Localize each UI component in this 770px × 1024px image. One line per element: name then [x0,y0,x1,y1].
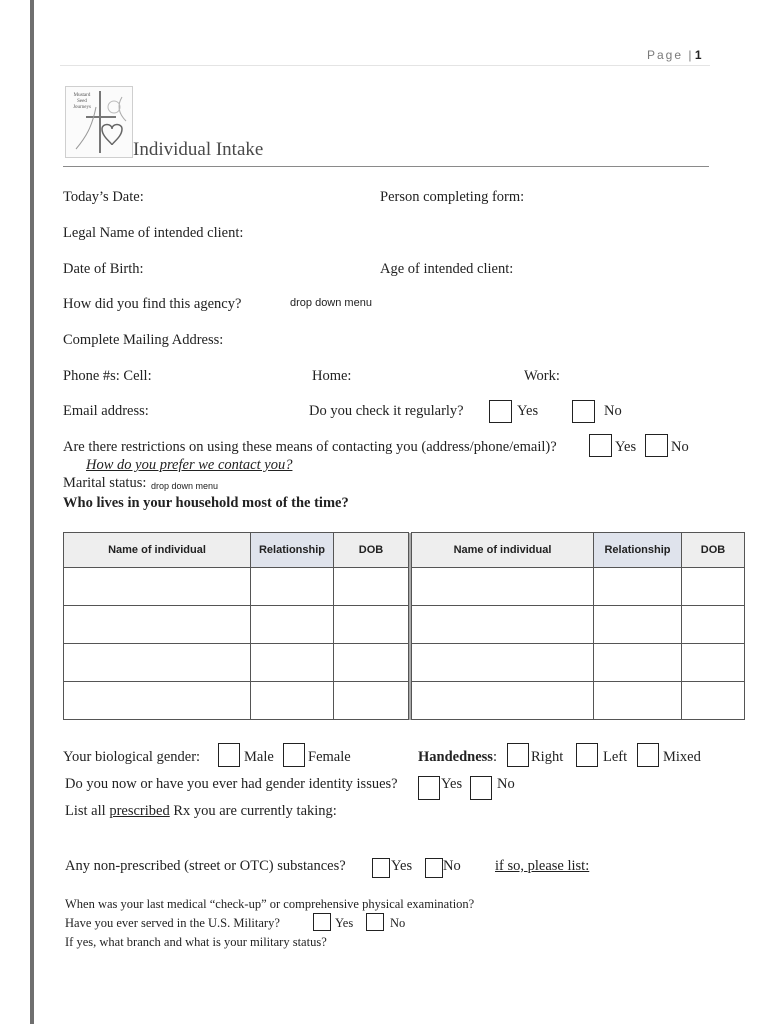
dob-cell[interactable] [334,682,409,720]
handedness-left-checkbox[interactable] [576,743,598,767]
table-row [64,568,745,606]
table-row [64,682,745,720]
marital-status-label: Marital status: [63,475,147,491]
marital-status-dropdown[interactable]: drop down menu [151,481,219,491]
page-header: Page | 1 [647,48,702,62]
relationship-cell[interactable] [594,606,682,644]
nonprescribed-yes-label: Yes [391,858,413,874]
col-header-relationship-1: Relationship [251,533,334,568]
mailing-address-label: Complete Mailing Address: [63,332,224,348]
check-regularly-no-label: No [604,403,622,419]
relationship-cell[interactable] [251,568,334,606]
phone-work-label: Work: [524,368,560,384]
name-cell[interactable] [64,644,251,682]
military-yes-label: Yes [335,916,354,930]
col-header-name-2: Name of individual [412,533,594,568]
page-number: 1 [694,48,702,62]
gender-identity-label: Do you now or have you ever had gender identity issues? [65,776,398,792]
form-title: Individual Intake [133,139,264,160]
col-header-name-1: Name of individual [64,533,251,568]
relationship-cell[interactable] [594,644,682,682]
prescribed-rx-label: List all prescribed Rx you are currently taking: [65,803,337,819]
prefer-contact-label: How do you prefer we contact you? [86,457,293,473]
household-table [63,532,745,720]
page-left-border [30,0,34,1024]
person-completing-label: Person completing form: [380,189,525,205]
logo-text: Mustard Seed Journeys [73,93,91,110]
dob-cell[interactable] [682,568,745,606]
handedness-left-label: Left [603,749,628,765]
dob-cell[interactable] [334,644,409,682]
dob-cell[interactable] [682,682,745,720]
military-yes-checkbox[interactable] [313,913,331,931]
organization-logo [65,86,133,158]
handedness-mixed-label: Mixed [663,749,701,765]
restrictions-label: Are there restrictions on using these means of contacting you (address/phone/email)? [63,439,557,455]
relationship-cell[interactable] [251,644,334,682]
check-regularly-no-checkbox[interactable] [572,400,595,423]
relationship-cell[interactable] [251,682,334,720]
dob-cell[interactable] [682,606,745,644]
dob-cell[interactable] [334,568,409,606]
handedness-right-label: Right [531,749,564,765]
gender-identity-no-label: No [497,776,515,792]
nonprescribed-no-label: No [443,858,461,874]
dob-label: Date of Birth: [63,261,144,277]
gender-male-label: Male [244,749,274,765]
phone-cell-label: Phone #s: Cell: [63,368,152,384]
restrictions-no-label: No [671,439,689,455]
legal-name-label: Legal Name of intended client: [63,225,244,241]
relationship-cell[interactable] [594,682,682,720]
col-header-relationship-2: Relationship [594,533,682,568]
dob-cell[interactable] [334,606,409,644]
bio-gender-label: Your biological gender: [63,749,201,765]
restrictions-no-checkbox[interactable] [645,434,668,457]
if-so-list-label: if so, please list: [495,858,590,874]
logo-cross-heart-icon [66,87,132,157]
phone-home-label: Home: [312,368,352,384]
find-agency-dropdown[interactable]: drop down menu [290,297,372,309]
name-cell[interactable] [64,568,251,606]
gender-male-checkbox[interactable] [218,743,240,767]
header-rule [60,65,710,66]
check-regularly-label: Do you check it regularly? [309,403,464,419]
name-cell[interactable] [412,644,594,682]
todays-date-label: Today’s Date: [63,189,144,205]
nonprescribed-label: Any non-prescribed (street or OTC) substances? [65,858,346,874]
checkup-label: When was your last medical “check-up” or comprehensive physical examination? [65,897,475,911]
page-label: Page [647,48,684,62]
nonprescribed-no-checkbox[interactable] [425,858,443,878]
military-no-label: No [390,916,406,930]
name-cell[interactable] [412,606,594,644]
title-rule [63,166,709,167]
name-cell[interactable] [412,568,594,606]
relationship-cell[interactable] [251,606,334,644]
relationship-cell[interactable] [594,568,682,606]
check-regularly-yes-checkbox[interactable] [489,400,512,423]
table-row [64,606,745,644]
military-branch-label: If yes, what branch and what is your military status? [65,935,327,949]
gender-female-checkbox[interactable] [283,743,305,767]
col-header-dob-1: DOB [334,533,409,568]
handedness-label: Handedness: [418,749,497,765]
find-agency-label: How did you find this agency? [63,296,242,312]
restrictions-yes-checkbox[interactable] [589,434,612,457]
nonprescribed-yes-checkbox[interactable] [372,858,390,878]
gender-identity-no-checkbox[interactable] [470,776,492,800]
name-cell[interactable] [412,682,594,720]
gender-identity-yes-checkbox[interactable] [418,776,440,800]
military-no-checkbox[interactable] [366,913,384,931]
email-label: Email address: [63,403,149,419]
gender-identity-yes-label: Yes [441,776,463,792]
name-cell[interactable] [64,606,251,644]
handedness-mixed-checkbox[interactable] [637,743,659,767]
col-header-dob-2: DOB [682,533,745,568]
household-table-header-row [64,533,745,568]
age-label: Age of intended client: [380,261,514,277]
check-regularly-yes-label: Yes [517,403,539,419]
dob-cell[interactable] [682,644,745,682]
table-row [64,644,745,682]
household-heading: Who lives in your household most of the time? [63,495,349,511]
gender-female-label: Female [308,749,351,765]
military-label: Have you ever served in the U.S. Military? [65,916,280,930]
name-cell[interactable] [64,682,251,720]
restrictions-yes-label: Yes [615,439,637,455]
handedness-right-checkbox[interactable] [507,743,529,767]
